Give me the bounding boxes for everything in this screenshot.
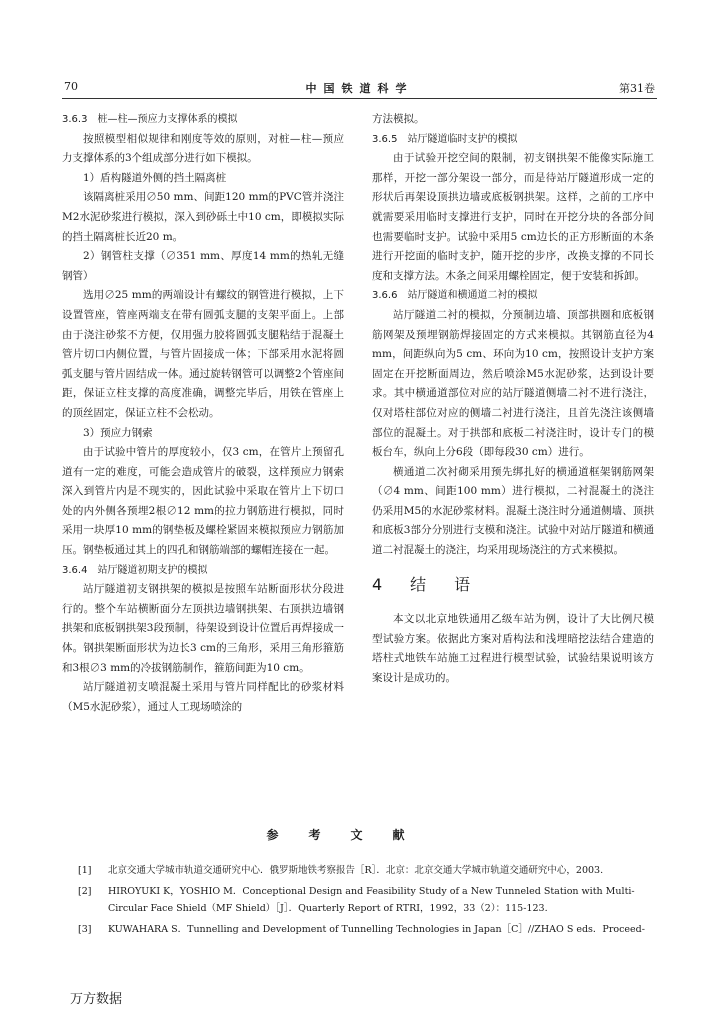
volume-label: 第31卷 (619, 82, 655, 95)
reference-item (78, 883, 656, 917)
item-1-title: 1）盾构隧道外侧的挡土隔离桩 (83, 171, 227, 184)
section-3-6-3-heading: 3.6.3 桩—柱—预应力支撑体系的模拟 (62, 114, 238, 125)
paragraph: 本文以北京地铁通用乙级车站为例，设计了大比例尺模型试验方案。依据此方案对盾构法和浅埋暗挖法结合建造的塔柱式地铁车站施工过程进行模型试验，试验结果说明该方案设计是成功的。 (372, 613, 654, 685)
section-3-6-5-heading: 3.6.5 站厅隧道临时支护的模拟 (372, 133, 518, 145)
paragraph: 由于试验开挖空间的限制，初支钢拱架不能像实际施工那样，开挖一部分架设一部分，而是待站厅隧道形成一定的形状后再架设顶拱边墙或底板钢拱架。这样，之前的工序中就需要采用临时支撑进行支护，同时在开挖分块的各部分间也需要临时支护。试验中采用5 cm边长的正方形断面的木条进行开挖面的临时支护，随开挖的步序，改换支撑的不同长度和支撑方法。木条之间采用螺栓固定，便于安装和拆卸。 (372, 152, 654, 282)
left-column (62, 110, 344, 717)
paragraph: 按照模型相似规律和刚度等效的原则，对桩—柱—预应力支撑体系的3个组成部分进行如下模拟。 (62, 132, 344, 165)
reference-text: HIROYUKI K，YOSHIO M．Conceptional Design and Feasibility Study of a New Tunneled Station with Multi-Circular Face Shield（MF Shield）［J］．Quarterly Report of RTRI，1992，33（2）：115-123. (108, 886, 635, 914)
reference-item (78, 921, 656, 938)
references-title: 参考文献 (266, 828, 435, 842)
reference-number: [1] (78, 865, 92, 876)
paragraph: 站厅隧道初支喷混凝土采用与管片同样配比的砂浆材料（M5水泥砂浆），通过人工现场喷涂的 (62, 681, 344, 713)
paragraph: 该隔离桩采用∅50 mm、间距120 mm的PVC管并浇注M2水泥砂浆进行模拟，深入到砂砾土中10 cm，即模拟实际的挡土隔离桩长近20 m。 (62, 191, 344, 243)
watermark-footer: 万方数据 (70, 992, 123, 1007)
item-3-title: 3）预应力钢索 (83, 426, 153, 439)
reference-text: 北京交通大学城市轨道交通研究中心．俄罗斯地铁考察报告［R］．北京：北京交通大学城市轨道交通研究中心，2003. (108, 865, 604, 876)
reference-item (78, 862, 656, 879)
reference-number: [2] (78, 886, 92, 897)
item-2-title: 2）钢管柱支撑（∅351 mm、厚度14 mm的热轧无缝钢管） (62, 250, 344, 282)
running-header (62, 80, 657, 99)
paragraph: 由于试验中管片的厚度较小，仅3 cm，在管片上预留孔道有一定的难度，可能会造成管片的破裂，这样预应力钢索深入到管片内是不现实的，因此试验中采取在管片上下切口处的内外侧各预埋2根∅12 mm的拉力钢筋进行模拟，同时采用一块厚10 mm的钢垫板及螺栓紧固来模拟预应力钢筋加压。钢垫板通过其上的四孔和钢筋端部的螺帽连接在一起。 (62, 446, 344, 557)
section-4-heading: 4 结 语 (372, 574, 477, 594)
paragraph: 站厅隧道初支钢拱架的模拟是按照车站断面形状分段进行的。整个车站横断面分左顶拱边墙钢拱架、右顶拱边墙钢拱架和底板钢拱架3段预制，待架设到设计位置后再焊接成一体。钢拱架断面形状为边长3 cm的三角形，采用三角形箍筋和3根∅3 mm的冷拔钢筋制作，箍筋间距为10 cm。 (62, 583, 344, 674)
section-3-6-4-heading: 3.6.4 站厅隧道初期支护的模拟 (62, 564, 208, 576)
page-number: 70 (64, 80, 78, 93)
paragraph: 选用∅25 mm的两端设计有螺纹的钢管进行模拟，上下设置管座，管座两端支在带有圆弧支腿的支架平面上。上部由于浇注砂浆不方便，仅用强力胶将圆弧支腿粘结于混凝土管片切口内侧位置，与管片固接成一体；下部采用水泥将圆弧支腿与管片固结成一体。通过旋转钢管可以调整2个管座间距，保证立柱支撑的高度准确，调整完毕后，用铁在管座上的顶丝固定，保证立柱不会松动。 (62, 289, 344, 419)
references-list (78, 862, 656, 942)
paragraph: 站厅隧道二衬的模拟，分预制边墙、顶部拱圈和底板钢筋网架及预埋钢筋焊接固定的方式来模拟。其钢筋直径为4 mm，间距纵向为5 cm、环向为10 cm，按照设计支护方案固定在开挖断面周边，然后喷涂M5水泥砂浆，达到设计要求。其中横通道部位对应的站厅隧道侧墙二衬不进行浇注，仅对塔柱部位对应的侧墙二衬进行浇注，且首先浇注该侧墙部位的混凝土。对于拱部和底板二衬浇注时，设计专门的模板台车，纵向上分6段（即每段30 cm）进行。 (372, 308, 654, 459)
paragraph-continuation: 方法模拟。 (372, 113, 425, 125)
reference-number: [3] (78, 924, 92, 935)
journal-title: 中国铁道科学 (305, 82, 414, 95)
right-column (372, 110, 654, 689)
section-3-6-6-heading: 3.6.6 站厅隧道和横通道二衬的模拟 (372, 290, 538, 302)
paragraph: 横通道二次衬砌采用预先绑扎好的横通道框架钢筋网架（∅4 mm、间距100 mm）进行模拟，二衬混凝土的浇注仍采用M5的水泥砂浆材料。混凝土浇注时分通道侧墙、顶拱和底板3部分分别进行支模和浇注。试验中对站厅隧道和横通道二衬混凝土的浇注，均采用现场浇注的方式来模拟。 (372, 465, 654, 557)
reference-text: KUWAHARA S．Tunnelling and Development of Tunnelling Technologies in Japan［C］//ZHAO S eds．Proceed- (108, 924, 645, 935)
